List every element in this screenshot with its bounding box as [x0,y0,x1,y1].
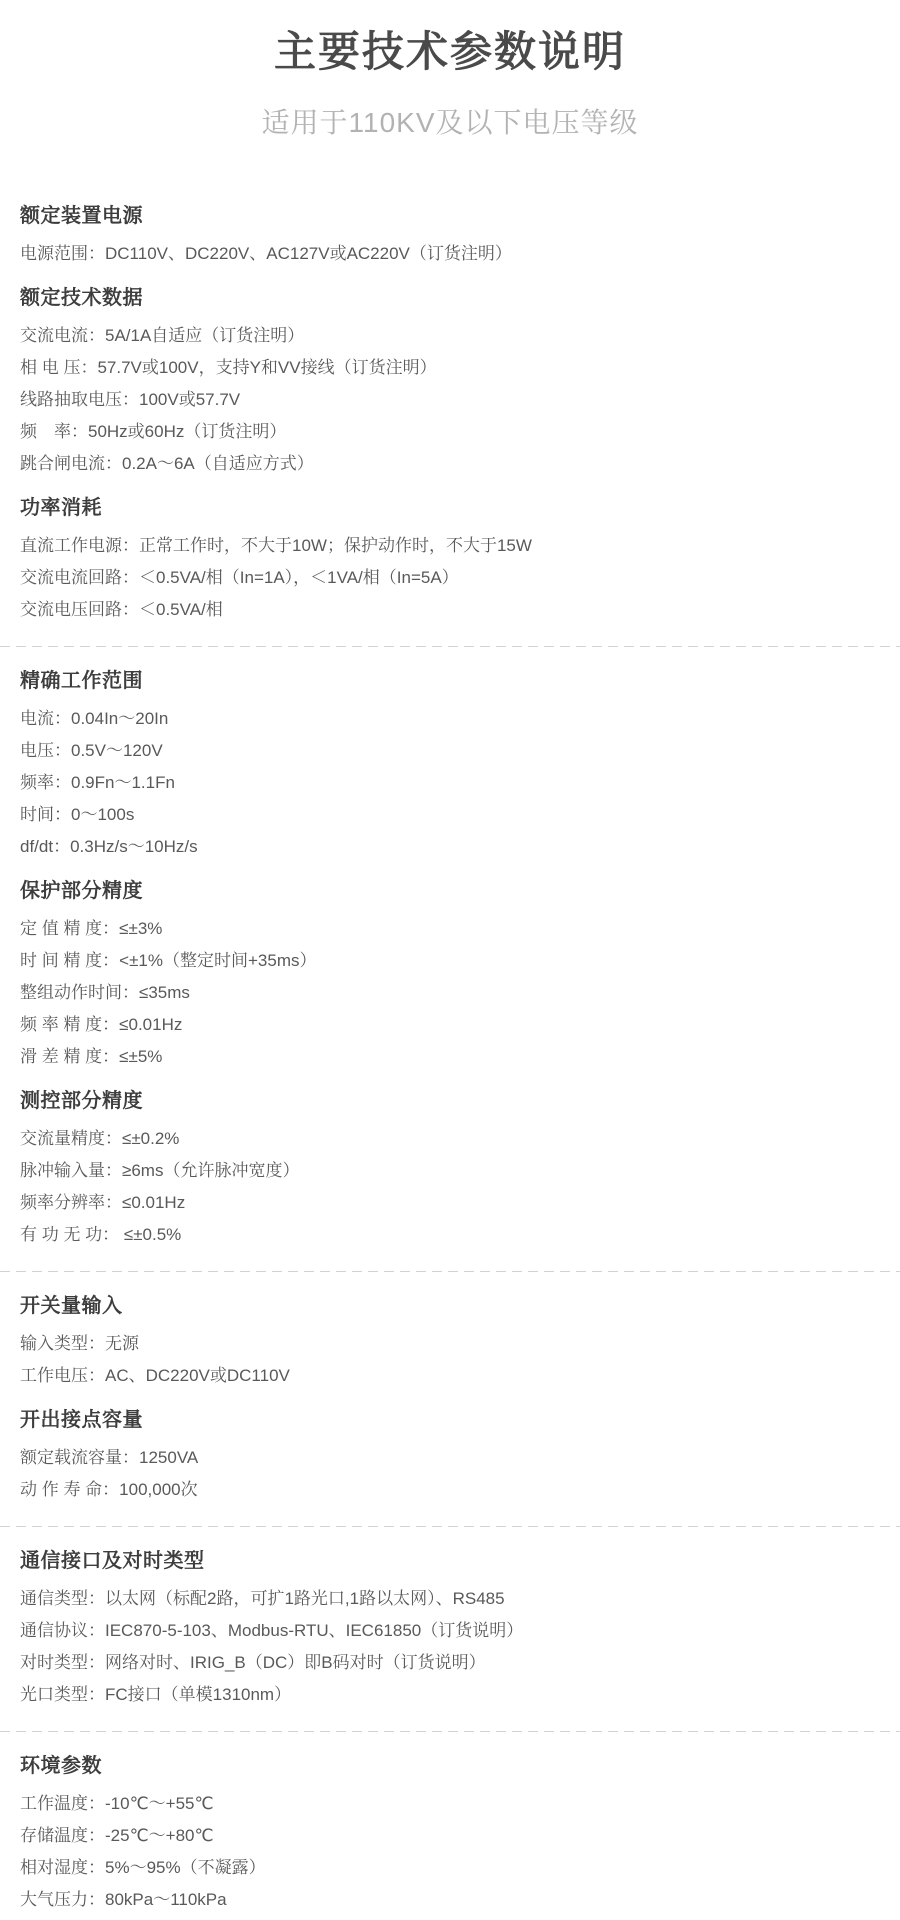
spec-line: 交流电压回路：＜0.5VA/相 [20,600,223,619]
section-heading: 额定装置电源 [20,205,143,227]
spec-line: 时 间 精 度：<±1%（整定时间+35ms） [20,951,317,970]
section-heading: 开关量输入 [20,1295,123,1317]
spec-line: 工作温度：-10℃～+55℃ [20,1794,214,1813]
spec-line: 大气压力：80kPa～110kPa [20,1890,227,1909]
spec-line: 线路抽取电压：100V或57.7V [20,390,241,409]
spec-line: 交流电流回路：＜0.5VA/相（In=1A），＜1VA/相（In=5A） [20,568,459,587]
spec-line: 电压：0.5V～120V [20,741,163,760]
spec-line: 频率：0.9Fn～1.1Fn [20,773,175,792]
spec-line: 定 值 精 度：≤±3% [20,919,163,938]
dashed-section-divider [0,1731,900,1732]
spec-line: 频 率：50Hz或60Hz（订货注明） [20,422,287,441]
section-heading: 环境参数 [20,1755,102,1777]
spec-line: 频 率 精 度：≤0.01Hz [20,1015,183,1034]
section-heading: 额定技术数据 [20,287,143,309]
section-heading: 开出接点容量 [20,1409,143,1431]
spec-line: 光口类型：FC接口（单模1310nm） [20,1685,292,1704]
spec-line: 交流量精度：≤±0.2% [20,1129,180,1148]
section-heading: 保护部分精度 [20,880,143,902]
spec-line: 工作电压：AC、DC220V或DC110V [20,1366,290,1385]
spec-line: 电源范围：DC110V、DC220V、AC127V或AC220V（订货注明） [20,244,512,263]
spec-line: 动 作 寿 命：100,000次 [20,1480,198,1499]
spec-line: 直流工作电源：正常工作时，不大于10W；保护动作时，不大于15W [20,536,532,555]
page-subtitle: 适用于110KV及以下电压等级 [261,107,639,138]
spec-line: 频率分辨率：≤0.01Hz [20,1193,186,1212]
page-title: 主要技术参数说明 [273,28,626,75]
section-heading: 通信接口及对时类型 [20,1550,205,1572]
spec-line: 相 电 压：57.7V或100V，支持Y和VV接线（订货注明） [20,358,437,377]
spec-line: 通信协议：IEC870-5-103、Modbus-RTU、IEC61850（订货说明） [20,1621,524,1640]
spec-line: 电流：0.04In～20In [20,709,169,728]
spec-line: 对时类型：网络对时、IRIG_B（DC）即B码对时（订货说明） [20,1653,486,1672]
dashed-section-divider [0,1271,900,1272]
spec-line: 滑 差 精 度：≤±5% [20,1047,163,1066]
section-heading: 精确工作范围 [20,670,143,692]
dashed-section-divider [0,646,900,647]
spec-line: 相对湿度：5%～95%（不凝露） [20,1858,266,1877]
spec-line: 额定载流容量：1250VA [20,1448,199,1467]
spec-line: 有 功 无 功： ≤±0.5% [20,1225,182,1244]
spec-line: 脉冲输入量：≥6ms（允许脉冲宽度） [20,1161,300,1180]
spec-content [20,202,880,1916]
spec-line: 输入类型：无源 [20,1334,139,1353]
spec-line: 时间：0～100s [20,805,135,824]
spec-line: 整组动作时间：≤35ms [20,983,190,1002]
section-heading: 功率消耗 [20,497,102,519]
spec-line: 交流电流：5A/1A自适应（订货注明） [20,326,305,345]
spec-line: 通信类型：以太网（标配2路，可扩1路光口,1路以太网）、RS485 [20,1589,505,1608]
spec-line: df/dt：0.3Hz/s～10Hz/s [20,837,198,856]
dashed-section-divider [0,1526,900,1527]
section-heading: 测控部分精度 [20,1090,143,1112]
spec-line: 存储温度：-25℃～+80℃ [20,1826,214,1845]
spec-line: 跳合闸电流：0.2A～6A（自适应方式） [20,454,314,473]
